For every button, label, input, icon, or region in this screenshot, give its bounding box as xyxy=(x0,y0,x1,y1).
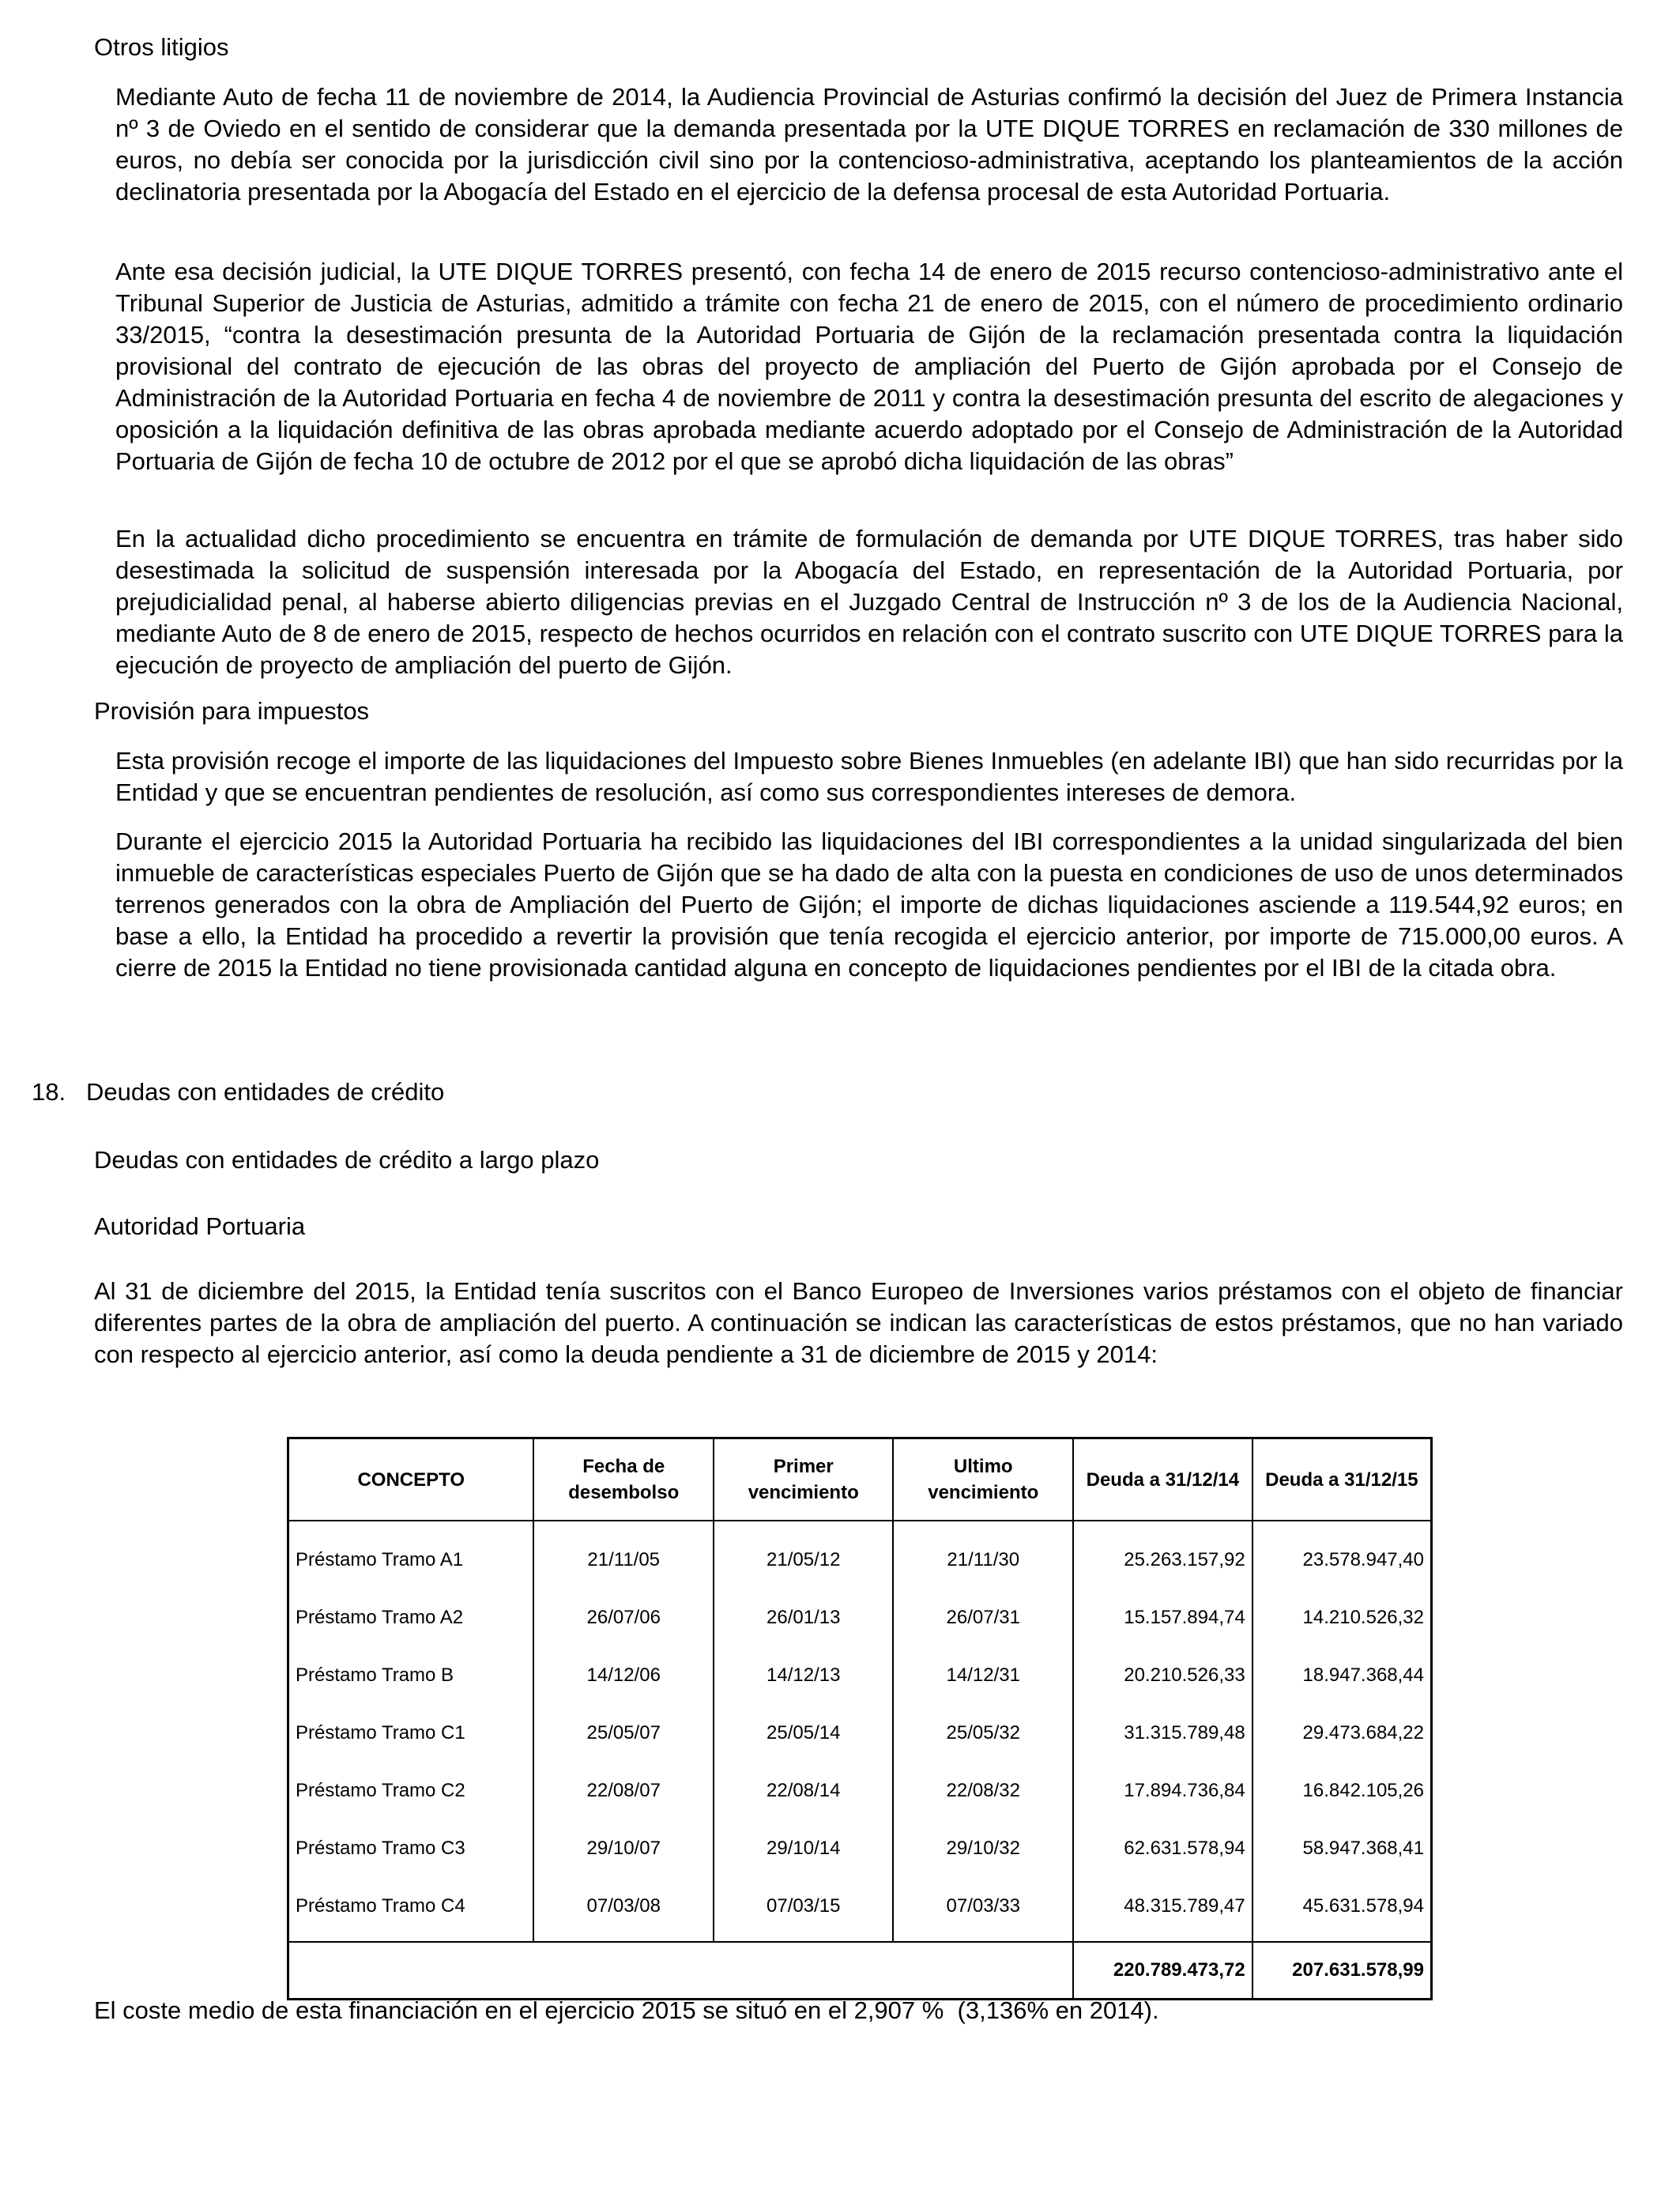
heading-provision-impuestos: Provisión para impuestos xyxy=(94,697,370,725)
table-row xyxy=(288,1646,1432,1704)
cell-deuda-2015: 23.578.947,40 xyxy=(1252,1521,1432,1589)
total-deuda-2014: 220.789.473,72 xyxy=(1073,1942,1252,2000)
cell-primer-vencimiento: 29/10/14 xyxy=(714,1819,894,1877)
cell-fecha-desembolso: 26/07/06 xyxy=(533,1589,714,1646)
cell-deuda-2014: 62.631.578,94 xyxy=(1073,1819,1252,1877)
column-header-deuda-2014: Deuda a 31/12/14 xyxy=(1073,1438,1252,1521)
paragraph-loans-intro: Al 31 de diciembre del 2015, la Entidad tenía suscritos con el Banco Europeo de Inversiones varios préstamos con el objeto de financiar diferentes partes de la obra de ampliación del puerto. A continuación se indican las características de estos préstamos, que no han variado con respecto al ejercicio anterior, así como la deuda pendiente a 31 de diciembre de 2015 y 2014: xyxy=(94,1277,1623,1368)
cell-ultimo-vencimiento: 21/11/30 xyxy=(893,1521,1073,1589)
section-number: 18. xyxy=(32,1078,66,1106)
paragraph-provision-1: Esta provisión recoge el importe de las liquidaciones del Impuesto sobre Bienes Inmuebles (en adelante IBI) que han sido recurridas por la Entidad y que se encuentran pendientes de resolución, así como sus correspondientes intereses de demora. xyxy=(115,747,1623,806)
cell-primer-vencimiento: 07/03/15 xyxy=(714,1877,894,1942)
table-row xyxy=(288,1521,1432,1589)
table-row xyxy=(288,1589,1432,1646)
paragraph-coste-medio: El coste medio de esta financiación en el ejercicio 2015 se situó en el 2,907 % (3,136% en 2014). xyxy=(94,1996,1159,2024)
cell-deuda-2014: 15.157.894,74 xyxy=(1073,1589,1252,1646)
cell-fecha-desembolso: 25/05/07 xyxy=(533,1704,714,1762)
cell-concepto: Préstamo Tramo C3 xyxy=(288,1819,534,1877)
total-deuda-2015: 207.631.578,99 xyxy=(1252,1942,1432,2000)
cell-ultimo-vencimiento: 14/12/31 xyxy=(893,1646,1073,1704)
paragraph-otros-litigios-1: Mediante Auto de fecha 11 de noviembre de 2014, la Audiencia Provincial de Asturias confirmó la decisión del Juez de Primera Instancia nº 3 de Oviedo en el sentido de considerar que la demanda presentada por la UTE DIQUE TORRES en reclamación de 330 millones de euros, no debía ser conocida por la jurisdicción civil sino por la contencioso-administrativa, aceptando los planteamientos de la acción declinatoria presentada por la Abogacía del Estado en el ejercicio de la defensa procesal de esta Autoridad Portuaria. xyxy=(115,83,1623,205)
cell-ultimo-vencimiento: 26/07/31 xyxy=(893,1589,1073,1646)
cell-deuda-2015: 58.947.368,41 xyxy=(1252,1819,1432,1877)
cell-deuda-2015: 14.210.526,32 xyxy=(1252,1589,1432,1646)
cell-concepto: Préstamo Tramo C4 xyxy=(288,1877,534,1942)
cell-primer-vencimiento: 21/05/12 xyxy=(714,1521,894,1589)
cell-ultimo-vencimiento: 22/08/32 xyxy=(893,1762,1073,1819)
paragraph-otros-litigios-2: Ante esa decisión judicial, la UTE DIQUE TORRES presentó, con fecha 14 de enero de 2015 recurso contencioso-administrativo ante el Tribunal Superior de Justicia de Asturias, admitido a trámite con fecha 21 de enero de 2015, con el número de procedimiento ordinario 33/2015, “contra la desestimación presunta de la Autoridad Portuaria de Gijón de la reclamación presentada contra la liquidación provisional del contrato de ejecución de las obras del proyecto de ampliación del Puerto de Gijón aprobada por el Consejo de Administración de la Autoridad Portuaria en fecha 4 de noviembre de 2011 y contra la desestimación presunta del escrito de alegaciones y oposición a la liquidación definitiva de las obras aprobada mediante acuerdo adoptado por el Consejo de Administración de la Autoridad Portuaria de Gijón de fecha 10 de octubre de 2012 por el que se aprobó dicha liquidación de las obras” xyxy=(115,258,1623,475)
table-header-row xyxy=(288,1438,1432,1521)
subheading-deudas-largo-plazo: Deudas con entidades de crédito a largo plazo xyxy=(94,1146,600,1174)
cell-deuda-2015: 18.947.368,44 xyxy=(1252,1646,1432,1704)
table-row xyxy=(288,1819,1432,1877)
subheading-autoridad-portuaria: Autoridad Portuaria xyxy=(94,1212,306,1240)
cell-deuda-2014: 25.263.157,92 xyxy=(1073,1521,1252,1589)
cell-primer-vencimiento: 26/01/13 xyxy=(714,1589,894,1646)
cell-ultimo-vencimiento: 29/10/32 xyxy=(893,1819,1073,1877)
cell-deuda-2014: 31.315.789,48 xyxy=(1073,1704,1252,1762)
cell-concepto: Préstamo Tramo B xyxy=(288,1646,534,1704)
cell-deuda-2015: 16.842.105,26 xyxy=(1252,1762,1432,1819)
cell-ultimo-vencimiento: 25/05/32 xyxy=(893,1704,1073,1762)
cell-concepto: Préstamo Tramo C2 xyxy=(288,1762,534,1819)
loans-table xyxy=(287,1437,1433,2000)
cell-fecha-desembolso: 21/11/05 xyxy=(533,1521,714,1589)
cell-fecha-desembolso: 14/12/06 xyxy=(533,1646,714,1704)
section-heading-18 xyxy=(32,1076,444,1108)
cell-ultimo-vencimiento: 07/03/33 xyxy=(893,1877,1073,1942)
cell-fecha-desembolso: 07/03/08 xyxy=(533,1877,714,1942)
cell-concepto: Préstamo Tramo C1 xyxy=(288,1704,534,1762)
cell-fecha-desembolso: 22/08/07 xyxy=(533,1762,714,1819)
cell-primer-vencimiento: 22/08/14 xyxy=(714,1762,894,1819)
column-header-ultimo-vencimiento: Ultimo vencimiento xyxy=(893,1438,1073,1521)
cell-deuda-2014: 20.210.526,33 xyxy=(1073,1646,1252,1704)
column-header-fecha-desembolso: Fecha de desembolso xyxy=(533,1438,714,1521)
cell-concepto: Préstamo Tramo A1 xyxy=(288,1521,534,1589)
table-row xyxy=(288,1704,1432,1762)
cell-concepto: Préstamo Tramo A2 xyxy=(288,1589,534,1646)
cell-deuda-2015: 29.473.684,22 xyxy=(1252,1704,1432,1762)
table-row xyxy=(288,1877,1432,1942)
cell-deuda-2014: 48.315.789,47 xyxy=(1073,1877,1252,1942)
cell-deuda-2015: 45.631.578,94 xyxy=(1252,1877,1432,1942)
cell-primer-vencimiento: 25/05/14 xyxy=(714,1704,894,1762)
column-header-deuda-2015: Deuda a 31/12/15 xyxy=(1252,1438,1432,1521)
total-label-cell xyxy=(288,1942,1074,2000)
table-total-row xyxy=(288,1942,1432,2000)
paragraph-provision-2: Durante el ejercicio 2015 la Autoridad Portuaria ha recibido las liquidaciones del IBI correspondientes a la unidad singularizada del bien inmueble de características especiales Puerto de Gijón que se ha dado de alta con la puesta en condiciones de uso de unos determinados terrenos generados con la obra de Ampliación del Puerto de Gijón; el importe de dichas liquidaciones asciende a 119.544,92 euros; en base a ello, la Entidad ha procedido a revertir la provisión que tenía recogida el ejercicio anterior, por importe de 715.000,00 euros. A cierre de 2015 la Entidad no tiene provisionada cantidad alguna en concepto de liquidaciones pendientes por el IBI de la citada obra. xyxy=(115,827,1623,982)
heading-otros-litigios: Otros litigios xyxy=(94,33,229,61)
column-header-concepto: CONCEPTO xyxy=(288,1438,534,1521)
paragraph-otros-litigios-3: En la actualidad dicho procedimiento se encuentra en trámite de formulación de demanda por UTE DIQUE TORRES, tras haber sido desestimada la solicitud de suspensión interesada por la Abogacía del Estado, en representación de la Autoridad Portuaria, por prejudicialidad penal, al haberse abierto diligencias previas en el Juzgado Central de Instrucción nº 3 de los de la Audiencia Nacional, mediante Auto de 8 de enero de 2015, respecto de hechos ocurridos en relación con el contrato suscrito con UTE DIQUE TORRES para la ejecución de proyecto de ampliación del puerto de Gijón. xyxy=(115,525,1623,679)
section-title: Deudas con entidades de crédito xyxy=(86,1078,445,1106)
cell-deuda-2014: 17.894.736,84 xyxy=(1073,1762,1252,1819)
column-header-primer-vencimiento: Primer vencimiento xyxy=(714,1438,894,1521)
cell-primer-vencimiento: 14/12/13 xyxy=(714,1646,894,1704)
table-row xyxy=(288,1762,1432,1819)
cell-fecha-desembolso: 29/10/07 xyxy=(533,1819,714,1877)
